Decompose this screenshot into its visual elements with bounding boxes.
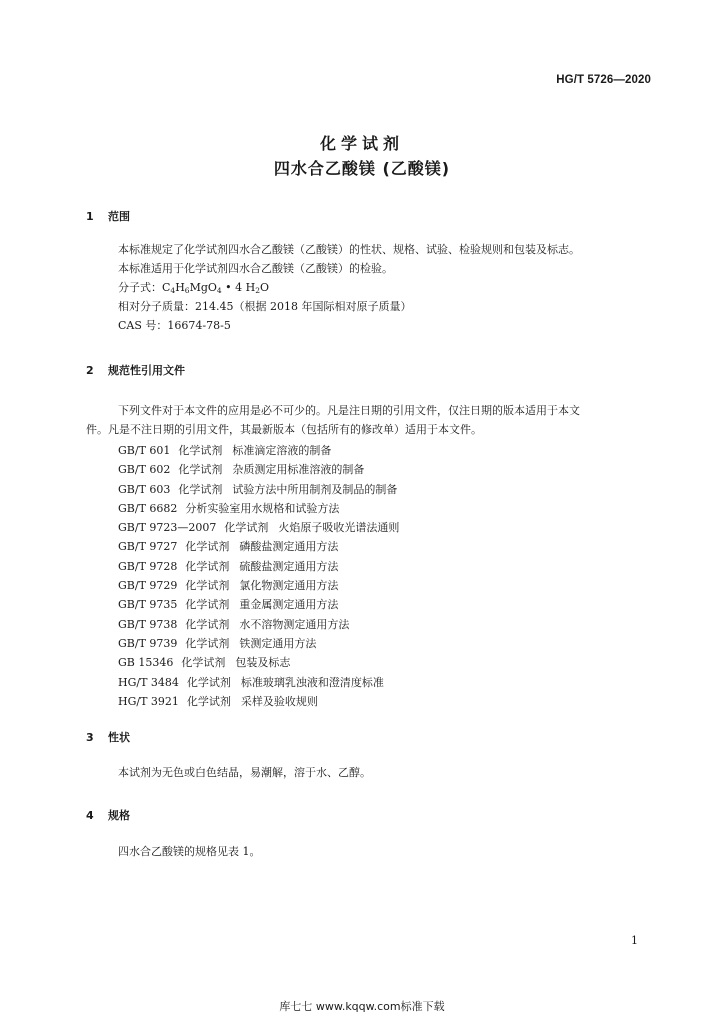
reference-category: 化学试剂 — [185, 598, 230, 612]
section-number: 4 — [86, 809, 94, 822]
section-number: 1 — [86, 210, 94, 223]
reference-title: 水不溶物测定通用方法 — [239, 617, 350, 631]
reference-category: 化学试剂 — [178, 463, 223, 477]
reference-title: 采样及验收规则 — [240, 694, 318, 708]
reference-code: GB 15346 — [118, 656, 174, 670]
reference-title: 包装及标志 — [235, 656, 291, 670]
reference-item — [118, 537, 399, 556]
reference-code: GB/T 6682 — [118, 501, 178, 515]
reference-category: 化学试剂 — [185, 540, 230, 554]
section-title: 性状 — [108, 731, 130, 744]
section-2-intro — [86, 401, 660, 439]
cas-number: CAS 号：16674-78-5 — [118, 319, 231, 332]
reference-category: 化学试剂 — [185, 559, 230, 573]
reference-code: GB/T 9727 — [118, 540, 178, 554]
reference-title: 硫酸盐测定通用方法 — [239, 559, 339, 573]
section-number: 2 — [86, 364, 94, 377]
reference-item — [118, 653, 399, 672]
normative-reference-list — [118, 441, 399, 711]
section-number: 3 — [86, 731, 94, 744]
reference-title: 试验方法中所用制剂及制品的制备 — [232, 482, 398, 496]
reference-title: 重金属测定通用方法 — [239, 598, 339, 612]
reference-title: 磷酸盐测定通用方法 — [239, 540, 339, 554]
section-1-body — [118, 240, 658, 335]
reference-code: HG/T 3921 — [118, 694, 179, 708]
reference-category: 化学试剂 — [181, 656, 226, 670]
reference-category: 化学试剂 — [186, 675, 231, 689]
reference-item — [118, 673, 399, 692]
reference-code: GB/T 9738 — [118, 617, 178, 631]
section-1-heading — [86, 208, 130, 224]
reference-category: 化学试剂 — [185, 636, 230, 650]
section-3-heading — [86, 729, 130, 745]
reference-item — [118, 480, 399, 499]
title-line-1: 化学试剂 — [319, 134, 404, 153]
reference-item — [118, 595, 399, 614]
reference-code: GB/T 601 — [118, 444, 171, 457]
reference-category: 化学试剂 — [186, 694, 231, 708]
reference-title: 铁测定通用方法 — [239, 636, 317, 650]
paragraph: 本试剂为无色或白色结晶，易潮解，溶于水、乙醇。 — [118, 766, 371, 779]
section-3-body — [118, 763, 658, 782]
footer-watermark: 库七七 www.kqqw.com标准下载 — [279, 1000, 445, 1013]
reference-title: 标准玻璃乳浊液和澄清度标准 — [240, 675, 384, 689]
reference-title: 分析实验室用水规格和试验方法 — [185, 501, 340, 515]
paragraph-line: 件。凡是不注日期的引用文件，其最新版本（包括所有的修改单）适用于本文件。 — [86, 423, 482, 436]
reference-item — [118, 460, 399, 479]
reference-code: GB/T 9739 — [118, 636, 178, 650]
document-code: HG/T 5726—2020 — [556, 74, 651, 86]
reference-item — [118, 576, 399, 595]
reference-code: GB/T 602 — [118, 463, 171, 477]
reference-category: 化学试剂 — [185, 579, 230, 593]
reference-category: 化学试剂 — [185, 617, 230, 631]
section-4-heading — [86, 807, 130, 823]
reference-code: GB/T 603 — [118, 482, 171, 496]
paragraph: 本标准规定了化学试剂四水合乙酸镁（乙酸镁）的性状、规格、试验、检验规则和包装及标志。 — [118, 243, 580, 256]
reference-item — [118, 499, 399, 518]
paragraph: 四水合乙酸镁的规格见表 1。 — [118, 845, 261, 858]
title-line-2: 四水合乙酸镁 (乙酸镁) — [273, 159, 451, 178]
reference-code: GB/T 9723—2007 — [118, 521, 217, 535]
reference-code: GB/T 9735 — [118, 598, 178, 612]
section-title: 范围 — [108, 210, 130, 223]
reference-item — [118, 518, 399, 537]
reference-title: 氯化物测定通用方法 — [239, 579, 339, 593]
reference-item — [118, 634, 399, 653]
section-4-body — [118, 842, 658, 861]
molecular-formula: 分子式：$C_4H_6MgO_4$ • 4 $H_2O$ — [118, 281, 270, 295]
section-title: 规范性引用文件 — [108, 364, 185, 377]
reference-title: 杂质测定用标准溶液的制备 — [232, 463, 365, 477]
reference-item — [118, 557, 399, 576]
reference-code: HG/T 3484 — [118, 675, 179, 689]
paragraph-line: 下列文件对于本文件的应用是必不可少的。凡是注日期的引用文件，仅注日期的版本适用于本文 — [118, 404, 580, 417]
title-block — [0, 132, 724, 182]
paragraph: 本标准适用于化学试剂四水合乙酸镁（乙酸镁）的检验。 — [118, 262, 393, 275]
reference-code: GB/T 9729 — [118, 579, 178, 593]
section-2-heading — [86, 362, 185, 378]
reference-category: 化学试剂 — [178, 482, 223, 496]
reference-item — [118, 615, 399, 634]
section-title: 规格 — [108, 809, 130, 822]
reference-title: 火焰原子吸收光谱法通则 — [278, 521, 400, 535]
reference-code: GB/T 9728 — [118, 559, 178, 573]
reference-category: 化学试剂 — [224, 521, 269, 535]
reference-item — [118, 692, 399, 711]
reference-title: 标准滴定溶液的制备 — [232, 444, 332, 457]
molecular-mass: 相对分子质量：214.45（根据 2018 年国际相对原子质量） — [118, 300, 412, 313]
page-number: 1 — [631, 934, 638, 947]
reference-item — [118, 441, 399, 460]
reference-category: 化学试剂 — [178, 444, 223, 457]
